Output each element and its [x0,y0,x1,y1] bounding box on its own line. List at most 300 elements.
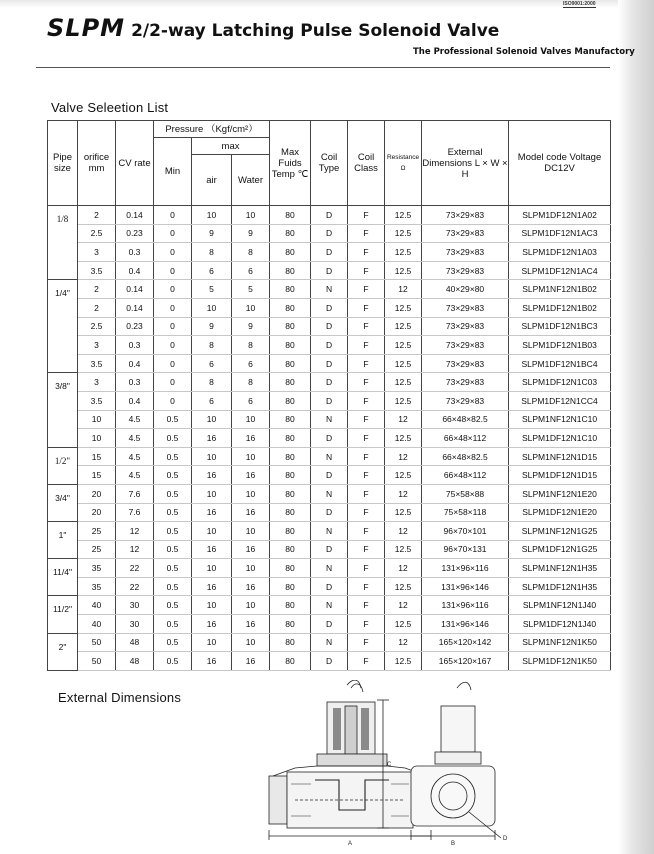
water-cell: 8 [232,336,270,355]
coil-class-cell: F [348,354,385,373]
coil-type-cell: N [311,596,348,615]
pipe-size-cell: 1/4" [48,280,78,373]
coil-type-cell: N [311,447,348,466]
water-cell: 16 [232,466,270,485]
orifice-cell: 20 [78,503,116,522]
pipe-size-cell: 3/4" [48,484,78,521]
model-cell: SLPM1DF12N1AC3 [509,224,611,243]
temp-cell: 80 [270,373,311,392]
air-cell: 16 [192,466,232,485]
dims-cell: 73×29×83 [422,373,509,392]
coil-type-cell: N [311,484,348,503]
min-cell: 0 [154,373,192,392]
orifice-cell: 10 [78,410,116,429]
temp-cell: 80 [270,336,311,355]
coil-type-cell: N [311,410,348,429]
temp-cell: 80 [270,298,311,317]
side-bonnet [435,752,481,764]
res-cell: 12.5 [385,429,422,448]
cv-cell: 4.5 [116,429,154,448]
orifice-cell: 25 [78,522,116,541]
orifice-cell: 50 [78,633,116,652]
model-cell: SLPM1DF12N1BC4 [509,354,611,373]
temp-cell: 80 [270,261,311,280]
orifice-cell: 2 [78,280,116,299]
res-cell: 12 [385,447,422,466]
pipe-size-cell: 1" [48,522,78,559]
table-row [48,206,611,225]
header-water: Water [232,155,270,206]
coil-class-cell: F [348,596,385,615]
orifice-cell: 3 [78,336,116,355]
section-title: Valve Seleetion List [51,100,169,115]
cv-cell: 0.4 [116,391,154,410]
cv-cell: 30 [116,615,154,634]
coil-class-cell: F [348,503,385,522]
cv-cell: 22 [116,559,154,578]
res-cell: 12 [385,410,422,429]
model-cell: SLPM1NF12N1C10 [509,410,611,429]
orifice-cell: 3.5 [78,354,116,373]
tagline: The Professional Solenoid Valves Manufactory [413,47,635,57]
temp-cell: 80 [270,596,311,615]
cv-cell: 22 [116,577,154,596]
min-cell: 0 [154,206,192,225]
orifice-cell: 35 [78,577,116,596]
table-row [48,615,611,634]
dimension-label-a: A [348,841,353,845]
table-row [48,261,611,280]
res-cell: 12.5 [385,373,422,392]
res-cell: 12.5 [385,615,422,634]
dimension-label-b: B [451,841,456,845]
coil-class-cell: F [348,280,385,299]
min-cell: 0.5 [154,652,192,671]
dims-cell: 66×48×112 [422,429,509,448]
temp-cell: 80 [270,503,311,522]
model-cell: SLPM1NF12N1H35 [509,559,611,578]
water-cell: 10 [232,298,270,317]
coil-type-cell: D [311,466,348,485]
dims-cell: 131×96×116 [422,596,509,615]
water-cell: 10 [232,633,270,652]
min-cell: 0.5 [154,484,192,503]
temp-cell: 80 [270,522,311,541]
model-cell: SLPM1DF12N1K50 [509,652,611,671]
cv-cell: 12 [116,540,154,559]
dims-cell: 96×70×101 [422,522,509,541]
coil-type-cell: D [311,503,348,522]
min-cell: 0.5 [154,503,192,522]
header-pressure: Pressure （Kgf/cm²） [154,121,270,138]
res-cell: 12 [385,280,422,299]
header-orifice: orifice mm [78,121,116,206]
table-row [48,559,611,578]
water-cell: 9 [232,224,270,243]
cv-cell: 0.3 [116,336,154,355]
orifice-cell: 15 [78,447,116,466]
min-cell: 0 [154,280,192,299]
min-cell: 0 [154,317,192,336]
res-cell: 12.5 [385,298,422,317]
air-cell: 6 [192,354,232,373]
valve-dimension-drawing [255,680,525,845]
header-coil-class: Coil Class [348,121,385,206]
coil-class-cell: F [348,336,385,355]
cv-cell: 0.4 [116,261,154,280]
water-cell: 9 [232,317,270,336]
res-cell: 12.5 [385,243,422,262]
orifice-cell: 35 [78,559,116,578]
model-cell: SLPM1DF12N1A03 [509,243,611,262]
table-row [48,429,611,448]
dims-cell: 96×70×131 [422,540,509,559]
table-row [48,354,611,373]
model-cell: SLPM1DF12N1B03 [509,336,611,355]
model-cell: SLPM1DF12N1CC4 [509,391,611,410]
air-cell: 10 [192,522,232,541]
orifice-cell: 3 [78,243,116,262]
header-min: Min [154,138,192,206]
min-cell: 0 [154,298,192,317]
cv-cell: 7.6 [116,503,154,522]
coil-type-cell: D [311,317,348,336]
air-cell: 16 [192,429,232,448]
cv-cell: 0.3 [116,373,154,392]
iso-badge: ISO9001:2000 [563,1,596,7]
min-cell: 0.5 [154,447,192,466]
min-cell: 0 [154,224,192,243]
table-row [48,224,611,243]
water-cell: 16 [232,429,270,448]
air-cell: 16 [192,503,232,522]
dimension-label-d: D [503,836,508,842]
coil-type-cell: N [311,633,348,652]
model-cell: SLPM1DF12N1H35 [509,577,611,596]
orifice-cell: 3.5 [78,261,116,280]
orifice-cell: 50 [78,652,116,671]
table-row [48,652,611,671]
dims-cell: 131×96×146 [422,615,509,634]
dims-cell: 165×120×142 [422,633,509,652]
pipe-size-cell: 1/2" [48,447,78,484]
res-cell: 12 [385,633,422,652]
air-cell: 8 [192,336,232,355]
coil-type-cell: D [311,243,348,262]
temp-cell: 80 [270,484,311,503]
water-cell: 10 [232,559,270,578]
cv-cell: 4.5 [116,410,154,429]
header-external-dimensions: External Dimensions L × W × H [422,121,509,206]
orifice-cell: 2 [78,206,116,225]
water-cell: 6 [232,391,270,410]
orifice-cell: 3 [78,373,116,392]
air-cell: 6 [192,261,232,280]
table-row [48,596,611,615]
coil-class-cell: F [348,615,385,634]
orifice-cell: 20 [78,484,116,503]
temp-cell: 80 [270,317,311,336]
header-divider [36,67,610,68]
temp-cell: 80 [270,280,311,299]
header-max: max [192,138,270,155]
table-row [48,466,611,485]
coil-class-cell: F [348,298,385,317]
coil-class-cell: F [348,652,385,671]
orifice-cell: 40 [78,615,116,634]
min-cell: 0.5 [154,577,192,596]
min-cell: 0.5 [154,429,192,448]
water-cell: 16 [232,577,270,596]
coil-class-cell: F [348,522,385,541]
table-row [48,484,611,503]
air-cell: 8 [192,243,232,262]
model-cell: SLPM1NF12N1J40 [509,596,611,615]
model-cell: SLPM1DF12N1C03 [509,373,611,392]
min-cell: 0.5 [154,633,192,652]
res-cell: 12.5 [385,354,422,373]
res-cell: 12.5 [385,261,422,280]
temp-cell: 80 [270,391,311,410]
res-cell: 12.5 [385,503,422,522]
table-row [48,243,611,262]
model-cell: SLPM1DF12N1BC3 [509,317,611,336]
res-cell: 12.5 [385,540,422,559]
coil-class-cell: F [348,206,385,225]
coil-class-cell: F [348,484,385,503]
coil-class-cell: F [348,261,385,280]
dims-cell: 73×29×83 [422,298,509,317]
water-cell: 10 [232,447,270,466]
cv-cell: 0.14 [116,280,154,299]
cv-cell: 7.6 [116,484,154,503]
brand-logo: SLPM [47,14,126,42]
cv-cell: 48 [116,633,154,652]
coil-class-cell: F [348,633,385,652]
external-dimensions-title: External Dimensions [58,690,182,705]
res-cell: 12 [385,484,422,503]
min-cell: 0 [154,391,192,410]
res-cell: 12.5 [385,577,422,596]
cv-cell: 4.5 [116,447,154,466]
temp-cell: 80 [270,206,311,225]
table-body [48,206,611,671]
pipe-size-cell: 11/4" [48,559,78,596]
water-cell: 16 [232,615,270,634]
header-air: air [192,155,232,206]
table-row [48,522,611,541]
min-cell: 0.5 [154,410,192,429]
model-cell: SLPM1NF12N1K50 [509,633,611,652]
water-cell: 10 [232,484,270,503]
dims-cell: 73×29×83 [422,317,509,336]
orifice-cell: 10 [78,429,116,448]
res-cell: 12.5 [385,466,422,485]
dims-cell: 165×120×167 [422,652,509,671]
model-cell: SLPM1DF12N1E20 [509,503,611,522]
dims-cell: 66×48×112 [422,466,509,485]
coil-class-cell: F [348,577,385,596]
header-model-code: Model code Voltage DC12V [509,121,611,206]
pipe-size-cell: 11/2" [48,596,78,633]
air-cell: 9 [192,317,232,336]
table-row [48,373,611,392]
coil-class-cell: F [348,559,385,578]
dims-cell: 73×29×83 [422,206,509,225]
front-bonnet [317,754,387,766]
water-cell: 16 [232,652,270,671]
water-cell: 6 [232,261,270,280]
res-cell: 12.5 [385,391,422,410]
header-resistance: Resistance Ω [385,121,422,206]
res-cell: 12.5 [385,336,422,355]
model-cell: SLPM1DF12N1D15 [509,466,611,485]
air-cell: 16 [192,577,232,596]
table-row [48,298,611,317]
coil-type-cell: D [311,652,348,671]
pipe-size-cell: 1/8 [48,206,78,280]
dims-cell: 73×29×83 [422,336,509,355]
temp-cell: 80 [270,354,311,373]
water-cell: 6 [232,354,270,373]
page-edge-shadow [618,0,654,854]
orifice-cell: 15 [78,466,116,485]
side-coil [441,706,475,752]
model-cell: SLPM1DF12N1A02 [509,206,611,225]
air-cell: 10 [192,633,232,652]
air-cell: 10 [192,410,232,429]
coil-type-cell: D [311,373,348,392]
model-cell: SLPM1NF12N1D15 [509,447,611,466]
page-title [47,14,499,42]
side-wire [457,682,471,690]
header-pipe-size: Pipe size [48,121,78,206]
temp-cell: 80 [270,559,311,578]
min-cell: 0.5 [154,522,192,541]
temp-cell: 80 [270,243,311,262]
coil-class-cell: F [348,447,385,466]
coil-class-cell: F [348,429,385,448]
coil-type-cell: D [311,429,348,448]
air-cell: 10 [192,298,232,317]
min-cell: 0.5 [154,559,192,578]
air-cell: 6 [192,391,232,410]
header-cv-rate: CV rate [116,121,154,206]
temp-cell: 80 [270,447,311,466]
temp-cell: 80 [270,633,311,652]
temp-cell: 80 [270,652,311,671]
coil-type-cell: N [311,280,348,299]
min-cell: 0 [154,243,192,262]
model-cell: SLPM1DF12N1J40 [509,615,611,634]
coil-class-cell: F [348,243,385,262]
model-cell: SLPM1DF12N1B02 [509,298,611,317]
water-cell: 5 [232,280,270,299]
pipe-size-cell: 2" [48,633,78,670]
min-cell: 0.5 [154,615,192,634]
temp-cell: 80 [270,540,311,559]
side-body [411,766,495,826]
min-cell: 0.5 [154,466,192,485]
coil-type-cell: D [311,336,348,355]
cv-cell: 48 [116,652,154,671]
table-row [48,577,611,596]
dims-cell: 73×29×83 [422,224,509,243]
coil-class-cell: F [348,466,385,485]
coil-type-cell: D [311,206,348,225]
coil-type-cell: D [311,577,348,596]
cv-cell: 0.23 [116,317,154,336]
model-cell: SLPM1NF12N1E20 [509,484,611,503]
temp-cell: 80 [270,466,311,485]
coil-class-cell: F [348,224,385,243]
header-coil-type: Coil Type [311,121,348,206]
water-cell: 10 [232,206,270,225]
table-row [48,633,611,652]
model-cell: SLPM1DF12N1G25 [509,540,611,559]
air-cell: 16 [192,540,232,559]
orifice-cell: 3.5 [78,391,116,410]
coil-type-cell: N [311,522,348,541]
coil-type-cell: D [311,354,348,373]
table-row [48,391,611,410]
model-cell: SLPM1DF12N1C10 [509,429,611,448]
title-text: 2/2-way Latching Pulse Solenoid Valve [131,21,500,41]
res-cell: 12.5 [385,206,422,225]
water-cell: 16 [232,503,270,522]
coil-type-cell: D [311,615,348,634]
min-cell: 0 [154,336,192,355]
orifice-cell: 40 [78,596,116,615]
dims-cell: 40×29×80 [422,280,509,299]
coil-type-cell: D [311,540,348,559]
model-cell: SLPM1NF12N1B02 [509,280,611,299]
front-port-left [269,776,287,824]
coil-class-cell: F [348,410,385,429]
dims-cell: 66×48×82.5 [422,447,509,466]
dims-cell: 75×58×118 [422,503,509,522]
air-cell: 5 [192,280,232,299]
cv-cell: 4.5 [116,466,154,485]
res-cell: 12.5 [385,224,422,243]
valve-selection-table [47,120,611,671]
cv-cell: 0.23 [116,224,154,243]
model-cell: SLPM1NF12N1G25 [509,522,611,541]
air-cell: 10 [192,484,232,503]
coil-type-cell: D [311,224,348,243]
table-row [48,280,611,299]
dims-cell: 73×29×83 [422,391,509,410]
coil-type-cell: D [311,261,348,280]
min-cell: 0 [154,261,192,280]
coil-type-cell: D [311,391,348,410]
header-max-temp: Max Fuids Temp ℃ [270,121,311,206]
pipe-size-cell: 3/8" [48,373,78,447]
coil-class-cell: F [348,391,385,410]
dims-cell: 75×58×88 [422,484,509,503]
cv-cell: 0.3 [116,243,154,262]
res-cell: 12.5 [385,317,422,336]
cv-cell: 12 [116,522,154,541]
table-row [48,410,611,429]
air-cell: 16 [192,652,232,671]
res-cell: 12 [385,559,422,578]
dims-cell: 66×48×82.5 [422,410,509,429]
water-cell: 8 [232,373,270,392]
air-cell: 10 [192,447,232,466]
table-row [48,317,611,336]
air-cell: 8 [192,373,232,392]
